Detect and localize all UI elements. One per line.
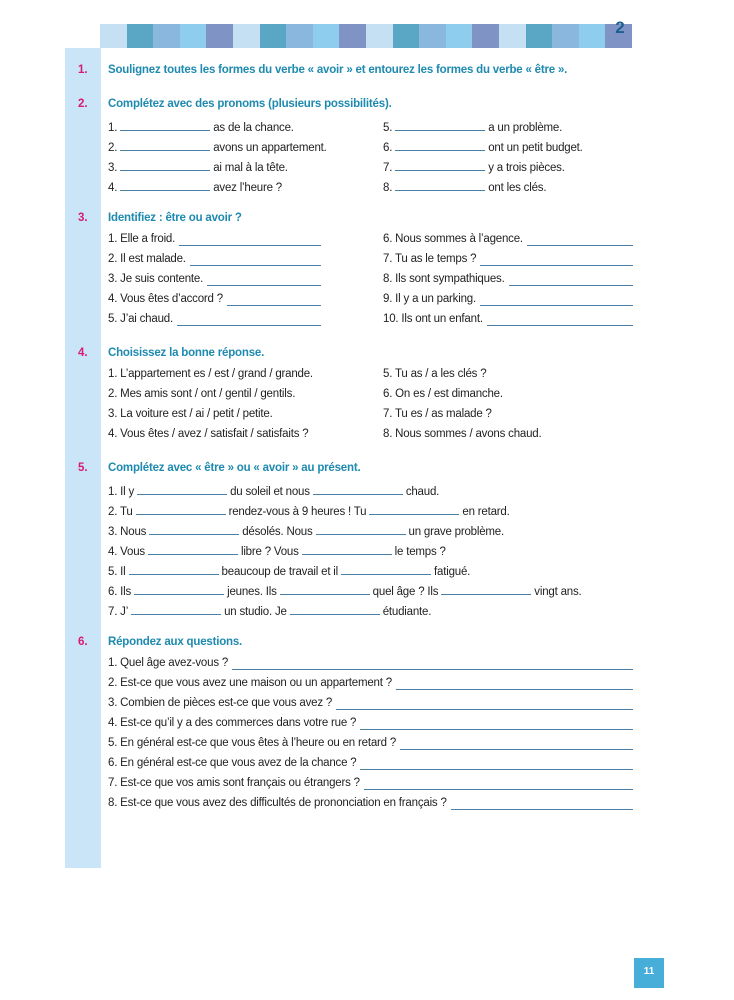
exercise-text: 6. xyxy=(383,142,393,154)
answer-blank[interactable] xyxy=(120,119,210,131)
exercise-text: 1. Elle a froid. xyxy=(108,233,176,245)
exercise-item xyxy=(108,273,203,285)
exercise-text: 1. Quel âge avez-vous ? xyxy=(108,657,229,669)
exercise-item xyxy=(383,273,505,285)
exercise-item xyxy=(383,233,523,245)
answer-blank[interactable] xyxy=(136,503,226,515)
answer-blank[interactable] xyxy=(302,543,392,555)
strip-square xyxy=(313,24,340,48)
exercise-item xyxy=(383,293,476,305)
answer-blank[interactable] xyxy=(527,245,633,246)
exercise-item xyxy=(108,313,173,325)
exercise-text: 6. En général est-ce que vous avez de la chance ? xyxy=(108,757,357,769)
answer-blank[interactable] xyxy=(149,523,239,535)
exercise-text: 8. Nous sommes / avons chaud. xyxy=(383,428,542,440)
exercise-text: 3. Combien de pièces est-ce que vous avez ? xyxy=(108,697,333,709)
exercise-item xyxy=(108,139,327,154)
answer-blank[interactable] xyxy=(179,245,321,246)
exercise-text: rendez-vous à 9 heures ! Tu xyxy=(228,506,367,518)
exercise-number: 6. xyxy=(78,636,88,648)
strip-square xyxy=(446,24,473,48)
exercise-text: 8. Est-ce que vous avez des difficultés de prononciation en français ? xyxy=(108,797,447,809)
exercise-text: 4. Vous êtes d’accord ? xyxy=(108,293,223,305)
strip-square xyxy=(100,24,127,48)
exercise-text: 3. Nous xyxy=(108,526,147,538)
strip-square xyxy=(579,24,606,48)
exercise-item xyxy=(108,253,186,265)
exercise-instruction: Soulignez toutes les formes du verbe « avoir » et entourez les formes du verbe « être ». xyxy=(108,64,568,76)
exercise-number: 5. xyxy=(78,462,88,474)
exercise-item xyxy=(383,119,562,134)
exercise-number: 2. xyxy=(78,98,88,110)
exercise-item xyxy=(383,368,486,380)
exercise-text: 4. Vous xyxy=(108,546,145,558)
exercise-text: avez l’heure ? xyxy=(213,182,283,194)
exercise-text: 2. Est-ce que vous avez une maison ou un appartement ? xyxy=(108,677,392,689)
exercise-text: 5. En général est-ce que vous êtes à l’heure ou en retard ? xyxy=(108,737,397,749)
exercise-instruction: Identifiez : être ou avoir ? xyxy=(108,212,242,224)
exercise-instruction: Complétez avec « être » ou « avoir » au présent. xyxy=(108,462,361,474)
exercise-text: 8. Ils sont sympathiques. xyxy=(383,273,505,285)
answer-blank[interactable] xyxy=(480,305,633,306)
answer-line[interactable] xyxy=(360,769,633,770)
exercise-text: 6. Nous sommes à l’agence. xyxy=(383,233,523,245)
exercise-text: 6. Ils xyxy=(108,586,132,598)
top-color-strip xyxy=(100,24,632,48)
strip-square xyxy=(393,24,420,48)
answer-line[interactable] xyxy=(232,669,633,670)
answer-blank[interactable] xyxy=(134,583,224,595)
exercise-text: 7. J’ xyxy=(108,606,129,618)
exercise-text: 4. Vous êtes / avez / satisfait / satisfaits ? xyxy=(108,428,309,440)
exercise-text: as de la chance. xyxy=(213,122,294,134)
chapter-number: 2 xyxy=(615,18,625,37)
exercise-text: 6. On es / est dimanche. xyxy=(383,388,503,400)
exercise-item xyxy=(108,159,288,174)
exercise-text: libre ? Vous xyxy=(240,546,299,558)
exercise-text: 1. Il y xyxy=(108,486,135,498)
exercise-item xyxy=(108,737,396,749)
answer-blank[interactable] xyxy=(341,563,431,575)
answer-blank[interactable] xyxy=(148,543,238,555)
strip-square xyxy=(153,24,180,48)
answer-line[interactable] xyxy=(400,749,633,750)
answer-line[interactable] xyxy=(396,689,633,690)
exercise-text: un studio. Je xyxy=(224,606,287,618)
exercise-item xyxy=(108,697,332,709)
answer-blank[interactable] xyxy=(290,603,380,615)
exercise-item xyxy=(108,543,446,558)
answer-blank[interactable] xyxy=(395,119,485,131)
exercise-item xyxy=(383,313,483,325)
left-margin-band xyxy=(65,48,101,868)
exercise-item xyxy=(108,408,273,420)
exercise-item xyxy=(108,797,447,809)
exercise-text: 3. xyxy=(108,162,118,174)
exercise-text: 7. Tu es / as malade ? xyxy=(383,408,492,420)
answer-line[interactable] xyxy=(360,729,633,730)
answer-blank[interactable] xyxy=(190,265,321,266)
answer-blank[interactable] xyxy=(441,583,531,595)
page-number: 11 xyxy=(643,966,655,977)
exercise-instruction: Répondez aux questions. xyxy=(108,636,243,648)
answer-line[interactable] xyxy=(336,709,633,710)
answer-blank[interactable] xyxy=(120,139,210,151)
answer-blank[interactable] xyxy=(137,483,227,495)
exercise-text: étudiante. xyxy=(382,606,432,618)
exercise-text: 2. Mes amis sont / ont / gentil / gentils. xyxy=(108,388,296,400)
strip-square xyxy=(499,24,526,48)
exercise-item xyxy=(108,603,431,618)
exercise-text: ont un petit budget. xyxy=(488,142,583,154)
answer-blank[interactable] xyxy=(227,305,321,306)
exercise-text: beaucoup de travail et il xyxy=(221,566,339,578)
exercise-item xyxy=(383,139,583,154)
exercise-item xyxy=(383,159,565,174)
exercise-text: 5. xyxy=(383,122,393,134)
answer-blank[interactable] xyxy=(120,159,210,171)
exercise-text: avons un appartement. xyxy=(213,142,327,154)
exercise-instruction: Complétez avec des pronoms (plusieurs possibilités). xyxy=(108,98,392,110)
exercise-text: un grave problème. xyxy=(408,526,505,538)
exercise-text: ai mal à la tête. xyxy=(213,162,288,174)
exercise-instruction: Choisissez la bonne réponse. xyxy=(108,347,265,359)
answer-blank[interactable] xyxy=(129,563,219,575)
exercise-text: 3. La voiture est / ai / petit / petite. xyxy=(108,408,273,420)
exercise-text: le temps ? xyxy=(394,546,446,558)
exercise-text: ont les clés. xyxy=(488,182,547,194)
exercise-number: 1. xyxy=(78,64,88,76)
exercise-text: 5. Il xyxy=(108,566,126,578)
strip-square xyxy=(472,24,499,48)
exercise-number: 4. xyxy=(78,347,88,359)
answer-blank[interactable] xyxy=(120,179,210,191)
strip-square xyxy=(127,24,154,48)
exercise-text: du soleil et nous xyxy=(230,486,310,498)
answer-blank[interactable] xyxy=(316,523,406,535)
strip-square xyxy=(233,24,260,48)
strip-square xyxy=(419,24,446,48)
strip-square xyxy=(206,24,233,48)
exercise-text: fatigué. xyxy=(434,566,471,578)
exercise-text: 1. L’appartement es / est / grand / grande. xyxy=(108,368,313,380)
exercise-text: 5. Tu as / a les clés ? xyxy=(383,368,487,380)
exercise-text: en retard. xyxy=(462,506,510,518)
strip-square xyxy=(526,24,553,48)
exercise-text: 1. xyxy=(108,122,118,134)
exercise-text: désolés. Nous xyxy=(242,526,313,538)
exercise-item xyxy=(108,777,360,789)
exercise-item xyxy=(108,523,504,538)
exercise-text: vingt ans. xyxy=(534,586,582,598)
answer-blank[interactable] xyxy=(395,159,485,171)
exercise-item xyxy=(108,757,356,769)
exercise-item xyxy=(108,388,295,400)
exercise-text: quel âge ? Ils xyxy=(372,586,439,598)
exercise-item xyxy=(108,293,223,305)
answer-blank[interactable] xyxy=(313,483,403,495)
strip-square xyxy=(552,24,579,48)
exercise-text: 4. Est-ce qu’il y a des commerces dans votre rue ? xyxy=(108,717,357,729)
exercise-item xyxy=(108,119,294,134)
exercise-text: y a trois pièces. xyxy=(488,162,565,174)
strip-square xyxy=(286,24,313,48)
answer-blank[interactable] xyxy=(280,583,370,595)
exercise-text: jeunes. Ils xyxy=(227,586,277,598)
answer-blank[interactable] xyxy=(207,285,321,286)
answer-line[interactable] xyxy=(364,789,633,790)
answer-line[interactable] xyxy=(451,809,633,810)
exercise-item xyxy=(108,717,356,729)
answer-blank[interactable] xyxy=(395,179,485,191)
exercise-text: 7. xyxy=(383,162,393,174)
exercise-item xyxy=(108,179,282,194)
strip-square xyxy=(260,24,287,48)
strip-square xyxy=(180,24,207,48)
exercise-text: 10. Ils ont un enfant. xyxy=(383,313,483,325)
exercise-text: 7. Est-ce que vos amis sont français ou étrangers ? xyxy=(108,777,360,789)
exercise-item xyxy=(383,408,492,420)
exercise-text: chaud. xyxy=(405,486,440,498)
answer-blank[interactable] xyxy=(177,325,321,326)
exercise-item xyxy=(108,657,228,669)
exercise-number: 3. xyxy=(78,212,88,224)
exercise-item xyxy=(108,583,582,598)
answer-blank[interactable] xyxy=(509,285,633,286)
strip-square xyxy=(339,24,366,48)
answer-blank[interactable] xyxy=(395,139,485,151)
exercise-item xyxy=(383,179,546,194)
exercise-text: 3. Je suis contente. xyxy=(108,273,204,285)
exercise-text: 2. xyxy=(108,142,118,154)
exercise-text: a un problème. xyxy=(488,122,563,134)
exercise-text: 5. J’ai chaud. xyxy=(108,313,173,325)
answer-blank[interactable] xyxy=(487,325,633,326)
exercise-item xyxy=(383,428,541,440)
exercise-item xyxy=(108,233,175,245)
exercise-text: 8. xyxy=(383,182,393,194)
exercise-text: 4. xyxy=(108,182,118,194)
exercise-text: 7. Tu as le temps ? xyxy=(383,253,477,265)
strip-square xyxy=(366,24,393,48)
exercise-text: 2. Tu xyxy=(108,506,133,518)
exercise-text: 9. Il y a un parking. xyxy=(383,293,476,305)
exercise-item xyxy=(108,677,392,689)
answer-blank[interactable] xyxy=(480,265,633,266)
exercise-item xyxy=(383,253,476,265)
exercise-item xyxy=(108,563,470,578)
answer-blank[interactable] xyxy=(369,503,459,515)
exercise-item xyxy=(108,483,439,498)
exercise-item xyxy=(108,428,308,440)
answer-blank[interactable] xyxy=(131,603,221,615)
exercise-item xyxy=(383,388,503,400)
exercise-text: 2. Il est malade. xyxy=(108,253,186,265)
exercise-item xyxy=(108,368,313,380)
exercise-item xyxy=(108,503,510,518)
